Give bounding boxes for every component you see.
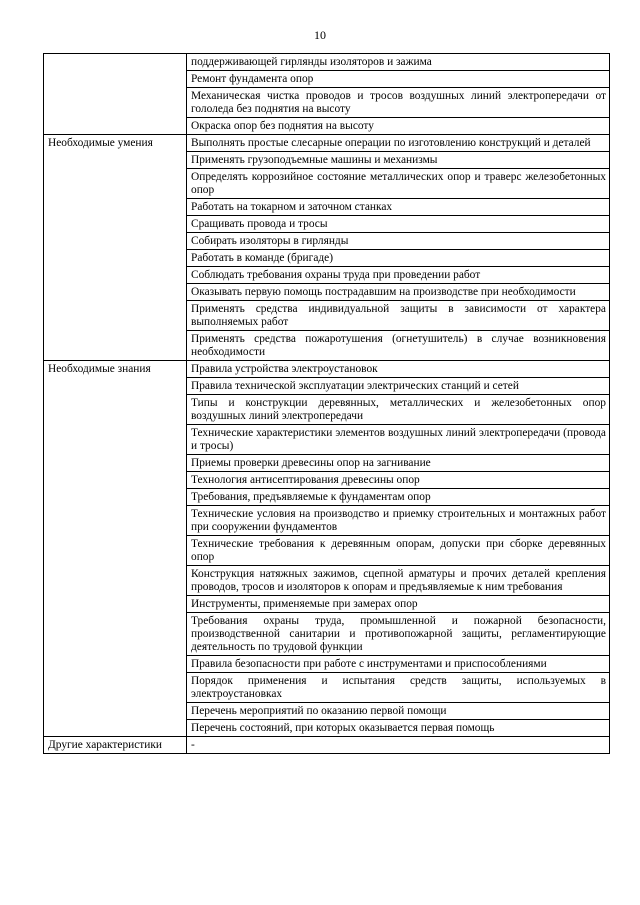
labor-function-table [43,53,610,754]
section-item: Работать в команде (бригаде) [187,250,610,267]
section-item: Работать на токарном и заточном станках [187,199,610,216]
section-label: Необходимые умения [44,135,187,361]
table-row [44,737,610,754]
table-row [44,135,610,152]
section-item: Технология антисептирования древесины опор [187,472,610,489]
section-item: Применять средства пожаротушения (огнетушитель) в случае возникновения необходимости [187,331,610,361]
section-item: Технические условия на производство и приемку строительных и монтажных работ при сооружении фундаментов [187,506,610,536]
page-number: 10 [314,28,326,42]
table-row [44,361,610,378]
section-label: Другие характеристики [44,737,187,754]
section-item: Приемы проверки древесины опор на загнивание [187,455,610,472]
section-item: Окраска опор без поднятия на высоту [187,118,610,135]
section-item: Механическая чистка проводов и тросов воздушных линий электропередачи от гололеда без поднятия на высоту [187,88,610,118]
section-item: Технические характеристики элементов воздушных линий электропередачи (провода и тросы) [187,425,610,455]
section-item: Требования, предъявляемые к фундаментам опор [187,489,610,506]
section-item: Технические требования к деревянным опорам, допуски при сборке деревянных опор [187,536,610,566]
section-item: Правила устройства электроустановок [187,361,610,378]
section-item: Перечень состояний, при которых оказывается первая помощь [187,720,610,737]
section-item: Соблюдать требования охраны труда при проведении работ [187,267,610,284]
table-row [44,54,610,71]
section-item: Требования охраны труда, промышленной и пожарной безопасности, производственной санитарии и противопожарной защиты, регламентирующие деятельность по трудовой функции [187,613,610,656]
section-item: Сращивать провода и тросы [187,216,610,233]
section-item: Оказывать первую помощь пострадавшим на производстве при необходимости [187,284,610,301]
section-item: Ремонт фундамента опор [187,71,610,88]
section-item: Перечень мероприятий по оказанию первой помощи [187,703,610,720]
section-item: поддерживающей гирлянды изоляторов и зажима [187,54,610,71]
table-body [44,54,610,754]
section-item: Инструменты, применяемые при замерах опор [187,596,610,613]
section-item: Применять средства индивидуальной защиты в зависимости от характера выполняемых работ [187,301,610,331]
section-item: Порядок применения и испытания средств защиты, используемых в электроустановках [187,673,610,703]
section-item: Конструкция натяжных зажимов, сцепной арматуры и прочих деталей крепления проводов, тросов и изоляторов к опорам и предъявляемые к ним требования [187,566,610,596]
section-item: Типы и конструкции деревянных, металлических и железобетонных опор воздушных линий электропередачи [187,395,610,425]
section-item: Правила безопасности при работе с инструментами и приспособлениями [187,656,610,673]
section-item: Правила технической эксплуатации электрических станций и сетей [187,378,610,395]
section-label: Необходимые знания [44,361,187,737]
section-label [44,54,187,135]
section-item: Выполнять простые слесарные операции по изготовлению конструкций и деталей [187,135,610,152]
section-item: Собирать изоляторы в гирлянды [187,233,610,250]
section-item: Применять грузоподъемные машины и механизмы [187,152,610,169]
section-item: Определять коррозийное состояние металлических опор и траверс железобетонных опор [187,169,610,199]
section-item: - [187,737,610,754]
